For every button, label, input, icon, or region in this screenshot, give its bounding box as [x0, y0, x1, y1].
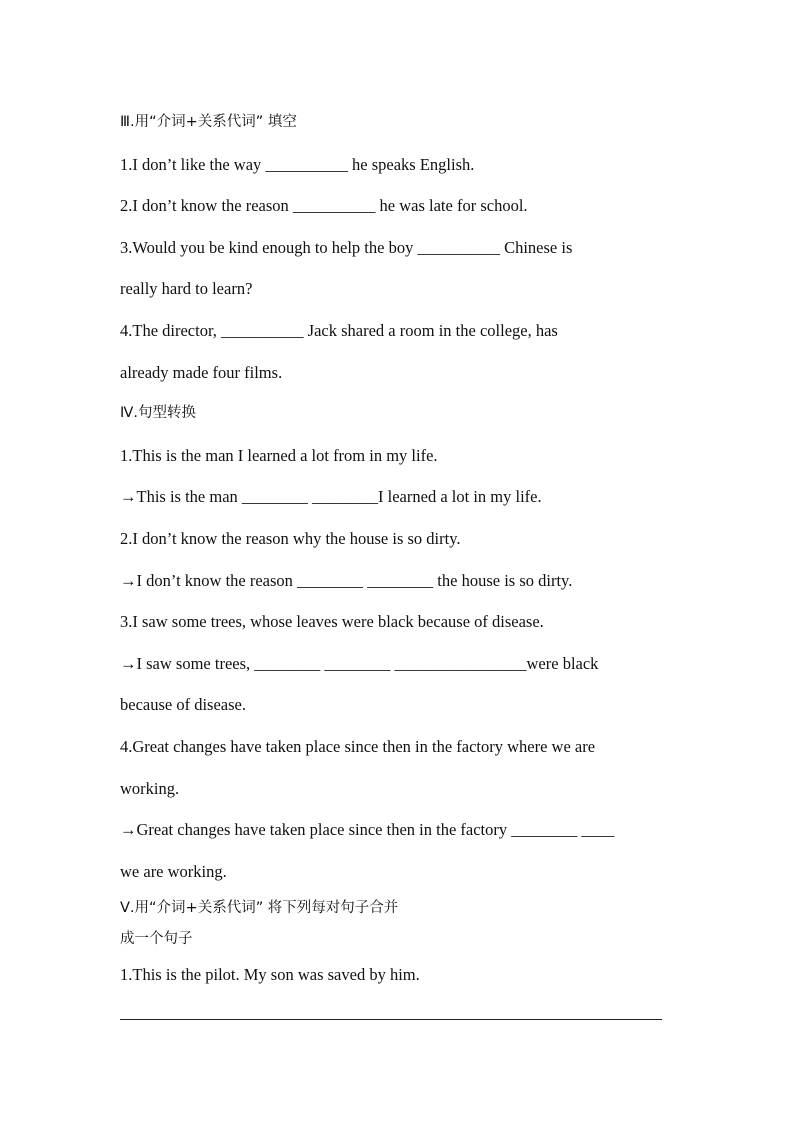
- section-3-item-continuation: already made four films.: [120, 362, 283, 382]
- section-3-item: 3.Would you be kind enough to help the boy __________ Chinese is: [120, 237, 573, 257]
- section-5-item: 1.This is the pilot. My son was saved by him.: [120, 965, 420, 985]
- section-4-item: 4.Great changes have taken place since then in the factory where we are: [120, 736, 596, 756]
- answer-line: [120, 1019, 662, 1020]
- section-3-item-continuation: really hard to learn?: [120, 279, 253, 299]
- section-4-heading: Ⅳ.句型转换: [120, 405, 196, 422]
- section-4-item-continuation: working.: [120, 778, 180, 798]
- section-3-heading: Ⅲ.用“介词+关系代词” 填空: [120, 114, 297, 130]
- section-4-answer-continuation: because of disease.: [120, 695, 246, 715]
- section-4-answer: →I don’t know the reason ________ ________ the house is so dirty.: [120, 570, 573, 590]
- section-4-item: 2.I don’t know the reason why the house is so dirty.: [120, 528, 461, 548]
- section-4-answer-continuation: we are working.: [120, 861, 227, 881]
- section-3-item: 2.I don’t know the reason __________ he was late for school.: [120, 196, 528, 216]
- section-4-answer: →I saw some trees, ________ ________ ________________were black: [120, 653, 599, 673]
- section-4-item: 3.I saw some trees, whose leaves were black because of disease.: [120, 612, 544, 632]
- section-4-answer: →This is the man ________ ________I learned a lot in my life.: [120, 487, 542, 507]
- section-4-item: 1.This is the man I learned a lot from in my life.: [120, 445, 438, 465]
- section-3-item: 4.The director, __________ Jack shared a room in the college, has: [120, 320, 558, 340]
- section-5-heading-continuation: 成一个句子: [120, 931, 193, 948]
- section-3-item: 1.I don’t like the way __________ he speaks English.: [120, 154, 475, 174]
- worksheet: [120, 102, 680, 996]
- section-4-answer: →Great changes have taken place since then in the factory ________ ____: [120, 820, 615, 840]
- section-5-heading: Ⅴ.用“介词+关系代词” 将下列每对句子合并: [120, 900, 399, 917]
